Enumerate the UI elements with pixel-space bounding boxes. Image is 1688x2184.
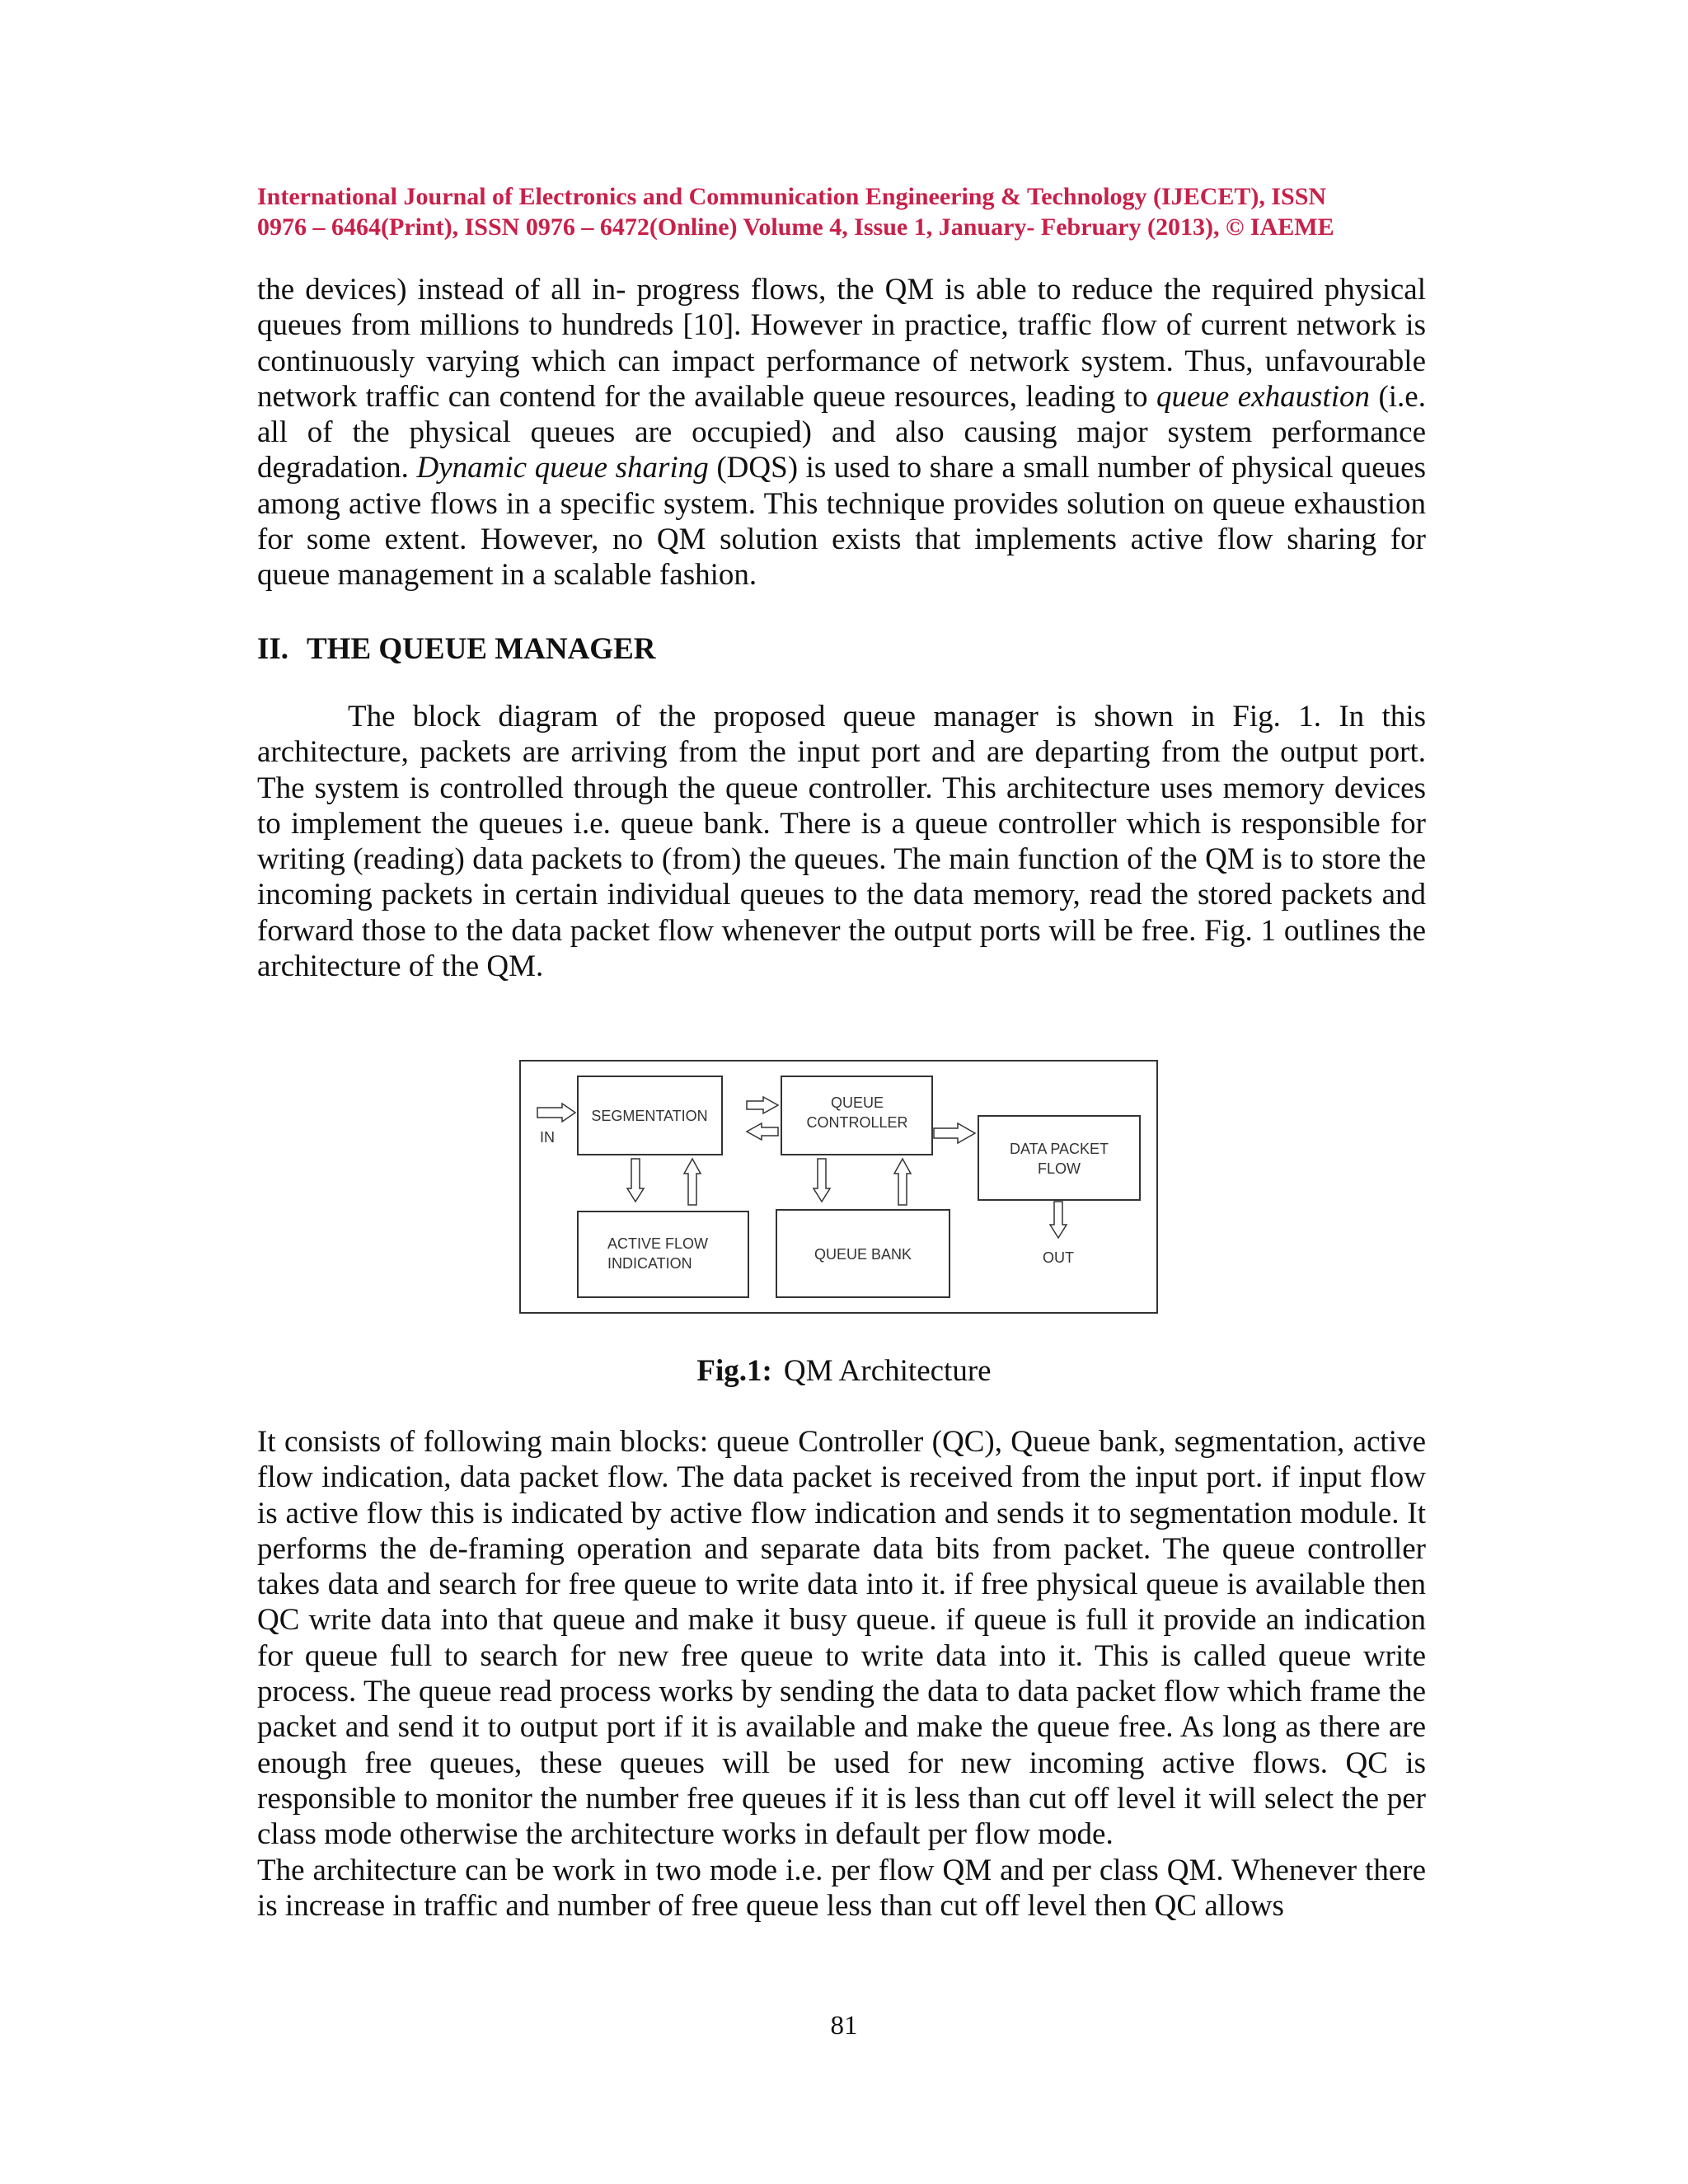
section-number: II. bbox=[257, 632, 289, 666]
journal-header-line-1: International Journal of Electronics and Communication Engineering & Technology (IJECET), ISSN bbox=[257, 183, 1327, 210]
queue-bank-label: QUEUE BANK bbox=[814, 1246, 912, 1263]
paragraph-4-text: The architecture can be work in two mode i.e. per flow QM and per class QM. Whenever there is increase in traffic and number of free queue less than cut off level then QC allows bbox=[257, 1853, 1426, 1923]
term-queue-exhaustion: queue exhaustion bbox=[1156, 379, 1371, 414]
active-flow-label-line-2: INDICATION bbox=[607, 1255, 692, 1272]
data-packet-flow-block bbox=[978, 1116, 1140, 1200]
term-dynamic-queue-sharing: Dynamic queue sharing bbox=[416, 451, 709, 485]
in-label: IN bbox=[540, 1129, 555, 1146]
paragraph-1-text-a: the devices) instead of all in- progress flows, the QM is able to reduce the required physical queues from millions to hundreds [10]. However in practice, traffic flow of current network is continuously varying which can impact performance of network system. Thus, unfavourable network traffic can contend for the available queue resources, leading to bbox=[257, 273, 1426, 414]
out-label: OUT bbox=[1043, 1249, 1074, 1266]
page-number: 81 bbox=[830, 2011, 858, 2041]
paragraph-2-text: The block diagram of the proposed queue manager is shown in Fig. 1. In this architecture, packets are arriving from the input port and are departing from the output port. The system is controlled through the queue controller. This architecture uses memory devices to implement the queues i.e. queue bank. There is a queue controller which is responsible for writing (reading) data packets to (from) the queues. The main function of the QM is to store the incoming packets in certain individual queues to the data memory, read the stored packets and forward those to the data packet flow whenever the output ports will be free. Fig. 1 outlines the architecture of the QM. bbox=[257, 700, 1426, 984]
paragraph-1-text-c: (DQS) is used to share a small number of physical queues among active flows in a specific system. This technique provides solution on queue exhaustion for some extent. However, no QM solution exists that implements active flow sharing for queue management in a scalable fashion. bbox=[257, 451, 1426, 593]
paragraph-2 bbox=[257, 699, 1426, 984]
figure-caption bbox=[0, 1353, 1688, 1389]
data-packet-flow-label-line-2: FLOW bbox=[1038, 1160, 1081, 1177]
journal-header bbox=[257, 181, 1426, 242]
paragraph-3 bbox=[257, 1424, 1426, 1924]
paragraph-1-text-b: (i.e. all of the physical queues are occupied) and also causing major system performance degradation. bbox=[257, 379, 1426, 485]
section-title: THE QUEUE MANAGER bbox=[307, 632, 656, 666]
active-flow-indication-block bbox=[578, 1212, 748, 1297]
paragraph-3-text: It consists of following main blocks: queue Controller (QC), Queue bank, segmentation, active flow indication, data packet flow. The data packet is received from the input port. if input flow is active flow this is indicated by active flow indication and sends it to segmentation module. It performs the de-framing operation and separate data bits from packet. The queue controller takes data and search for free queue to write data into it. if free physical queue is available then QC write data into that queue and make it busy queue. if queue is full it provide an indication for queue full to search for new free queue to write data into it. This is called queue write process. The queue read process works by sending the data to data packet flow which frame the packet and send it to output port if it is available and make the queue free. As long as there are enough free queues, these queues will be used for new incoming active flows. QC is responsible to monitor the number free queues if it is less than cut off level it will select the per class mode otherwise the architecture works in default per flow mode. bbox=[257, 1425, 1426, 1852]
figure-caption-label: Fig.1: bbox=[696, 1354, 772, 1388]
active-flow-label-line-1: ACTIVE FLOW bbox=[607, 1235, 709, 1252]
queue-controller-label-line-2: CONTROLLER bbox=[806, 1114, 908, 1131]
qm-architecture-diagram bbox=[519, 1060, 1158, 1314]
queue-controller-label-line-1: QUEUE bbox=[830, 1094, 884, 1111]
figure-caption-text: QM Architecture bbox=[783, 1354, 992, 1388]
journal-header-line-2: 0976 – 6464(Print), ISSN 0976 – 6472(Online) Volume 4, Issue 1, January- February (2013), © IAEME bbox=[257, 213, 1334, 241]
data-packet-flow-label-line-1: DATA PACKET bbox=[1009, 1141, 1109, 1157]
paragraph-1 bbox=[257, 272, 1426, 593]
segmentation-label: SEGMENTATION bbox=[591, 1108, 708, 1124]
section-heading bbox=[257, 631, 655, 667]
